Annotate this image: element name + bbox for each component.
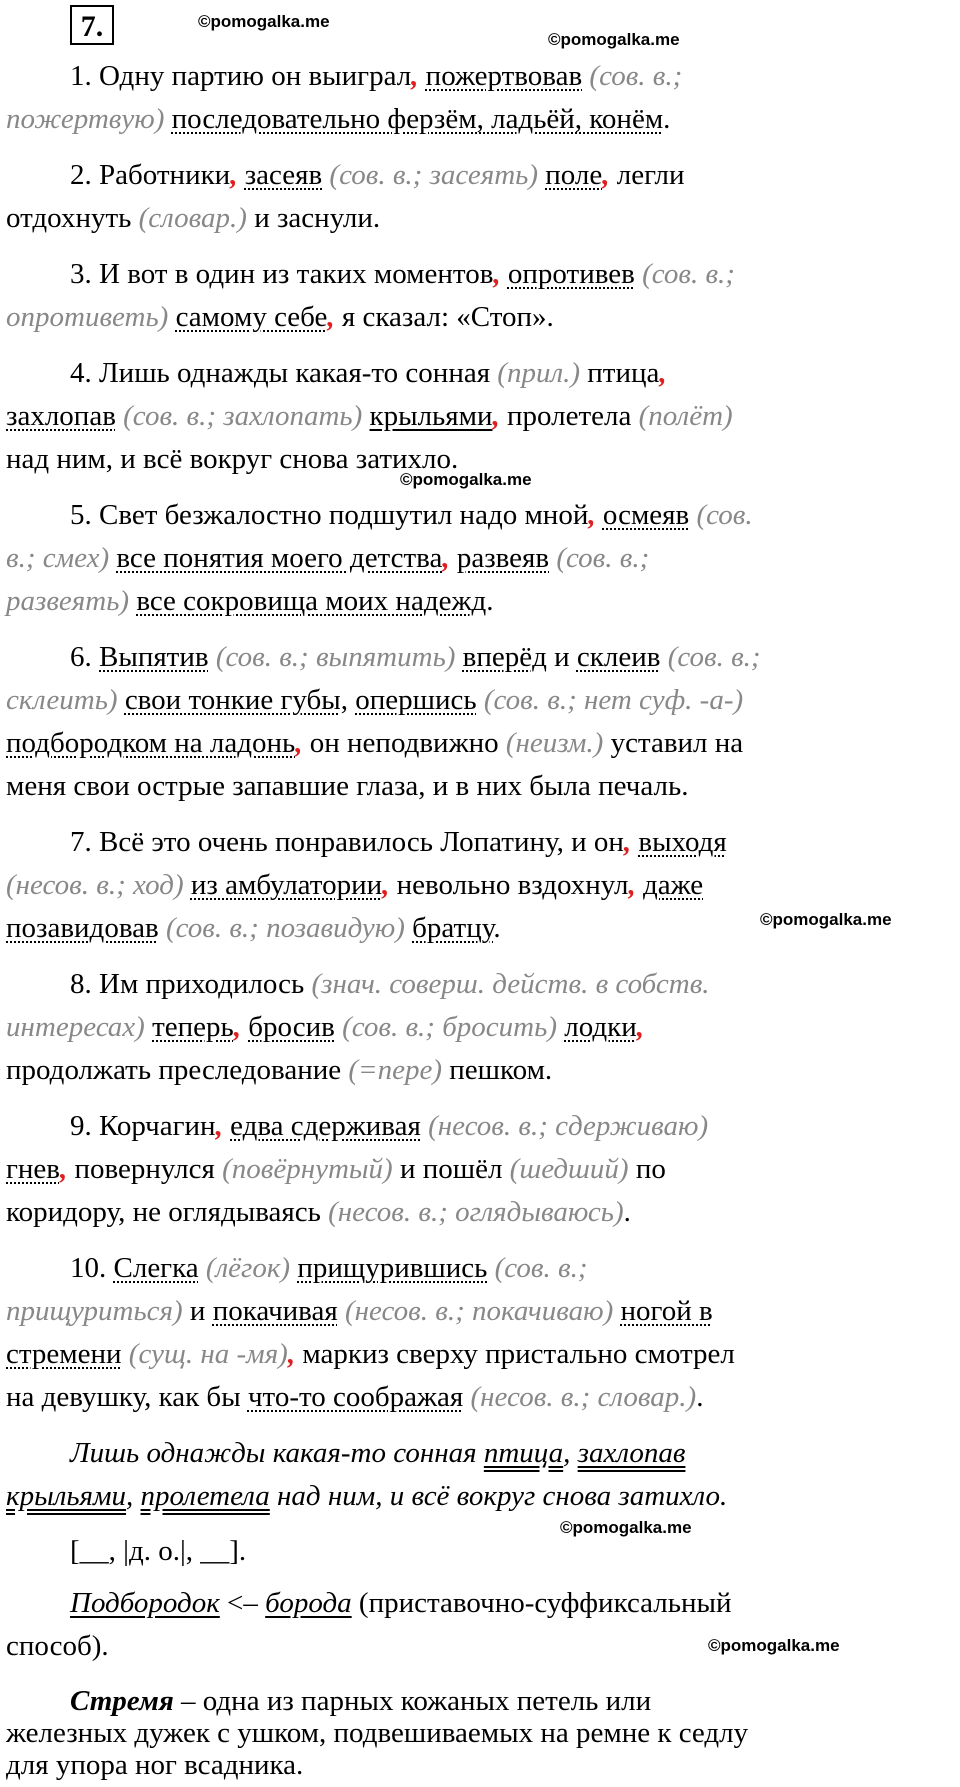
scheme: [__, |д. о.|, __]. (70, 1535, 247, 1567)
text: на девушку, как бы (6, 1381, 248, 1413)
text-line (6, 1333, 735, 1376)
space (168, 301, 175, 333)
text-line (6, 537, 649, 580)
note: (лёгок) (198, 1252, 298, 1284)
text: 2. Работники (70, 159, 231, 191)
text: – одна из парных кожаных петель или (173, 1685, 652, 1717)
note: (несов. в.; словар.) (463, 1381, 697, 1413)
text-line (70, 963, 710, 1006)
note: (сов. в.; (660, 641, 761, 673)
word: что-то соображая (247, 1381, 464, 1413)
word: поле (545, 159, 603, 191)
comma: , (493, 258, 508, 290)
word: братцу (412, 912, 494, 944)
text: 9. Корчагин (70, 1110, 216, 1142)
text: Лишь однажды какая-то сонная (70, 1437, 484, 1469)
comma: , (602, 159, 617, 191)
note: в.; смех) (6, 542, 110, 574)
text: и пошёл (399, 1153, 503, 1185)
comma: , (215, 1110, 231, 1142)
text: , (340, 684, 356, 716)
text-line (6, 296, 554, 339)
word: ногой в (620, 1295, 713, 1327)
space (118, 684, 125, 716)
note: (сов. в.; захлопать) (115, 400, 370, 432)
word: преследование (158, 1054, 342, 1086)
comma: , (636, 1011, 644, 1043)
text-line (6, 1191, 631, 1234)
word: все сокровища моих надежд (136, 585, 487, 617)
note: (шедший) (502, 1153, 636, 1185)
word: самому себе (175, 301, 328, 333)
note: (несов. в.; ход) (6, 869, 184, 901)
text: по (635, 1153, 666, 1185)
word: птица (587, 357, 660, 389)
text: и заснули. (246, 202, 381, 234)
text-line (6, 1006, 644, 1049)
text-line (6, 722, 743, 765)
word: вперёд (462, 641, 547, 673)
word: крыльями (369, 400, 493, 432)
comma: , (659, 357, 667, 389)
text: 7. Всё это очень понравилось Лопатину, и он (70, 826, 624, 858)
word: бросив (248, 1011, 335, 1043)
text: меня свои острые запавшие глаза, и в них была печаль. (6, 770, 689, 802)
word: захлопав (6, 400, 116, 432)
word: сонная (405, 357, 491, 389)
word: из амбулатории (190, 869, 383, 901)
note: (сов. в.; (582, 60, 683, 92)
text: 5. Свет (70, 499, 165, 531)
text: 8. Им (70, 968, 146, 1000)
text-line (70, 1247, 588, 1290)
comma: , (287, 1338, 303, 1370)
text-line (6, 395, 733, 438)
comma: , (623, 826, 639, 858)
text-line (6, 98, 670, 141)
note: (сов. в.; нет суф. -а-) (476, 684, 744, 716)
text-line (6, 679, 743, 722)
note: развеять) (6, 585, 130, 617)
word: последовательно ферзём, ладьёй, конём (171, 103, 664, 135)
watermark: ©pomogalka.me (760, 910, 892, 929)
comma: , (233, 1011, 249, 1043)
word: покачивая (212, 1295, 338, 1327)
comma: , (327, 301, 342, 333)
word: позавидовав (6, 912, 159, 944)
note: пожертвую) (6, 103, 165, 135)
text: . (696, 1381, 704, 1413)
comma: , (588, 499, 603, 531)
text: он неподвижно (309, 727, 499, 759)
note: (сов. в.; засеять) (322, 159, 546, 191)
text: коридору, не оглядываясь (6, 1196, 321, 1228)
text: подшутил надо мной (321, 499, 589, 531)
text: маркиз сверху пристально смотрел (302, 1338, 735, 1370)
comma: , (59, 1153, 75, 1185)
text: . (623, 1196, 631, 1228)
word: развеяв (456, 542, 550, 574)
word: Подбородок (70, 1587, 220, 1619)
text: , (563, 1437, 578, 1469)
note: (прил.) (490, 357, 588, 389)
word: прищурившись (297, 1252, 488, 1284)
text-line (6, 1049, 552, 1092)
watermark: ©pomogalka.me (198, 12, 330, 31)
word: безжалостно (164, 499, 322, 531)
text: (приставочно-суффиксальный (351, 1587, 732, 1619)
note: (=пере) (341, 1054, 450, 1086)
text: я сказал: «Стоп». (341, 301, 554, 333)
text: над ним, и всё вокруг снова затихло. (269, 1480, 728, 1512)
word: пожертвовав (425, 60, 583, 92)
text: 3. И вот в один из таких моментов (70, 258, 494, 290)
text: 6. (70, 641, 99, 673)
word: крыльями (6, 1480, 127, 1512)
text-line (70, 154, 685, 197)
word: выходя (638, 826, 727, 858)
term: Стремя (70, 1685, 174, 1717)
text: 1. Одну партию он выиграл (70, 60, 412, 92)
note: (неизм.) (498, 727, 611, 759)
text: и (182, 1295, 213, 1327)
text: . (486, 585, 494, 617)
note: (несов. в.; покачиваю) (337, 1295, 621, 1327)
text-line (70, 821, 727, 864)
word: Выпятив (99, 641, 209, 673)
note: (сов. в.; (549, 542, 650, 574)
text-line (6, 1148, 666, 1191)
note: (сов. (689, 499, 753, 531)
word: пролетела (140, 1480, 270, 1512)
text: уставил на (610, 727, 744, 759)
word: едва сдерживая (230, 1110, 421, 1142)
note: прищуриться) (6, 1295, 183, 1327)
text-line (70, 494, 753, 537)
text: железных дужек с ушком, подвешиваемых на ремне к седлу (6, 1717, 749, 1749)
text: . (493, 912, 501, 944)
watermark: ©pomogalka.me (708, 1636, 840, 1655)
text: отдохнуть (6, 202, 132, 234)
text: продолжать (6, 1054, 159, 1086)
note: (знач. соверш. действ. в собств. (304, 968, 710, 1000)
word: опершись (355, 684, 477, 716)
exercise-number: 7. (70, 5, 114, 45)
note: (сов. в.; (487, 1252, 588, 1284)
text-line (6, 1475, 727, 1518)
word: стремени (6, 1338, 122, 1370)
text: и (546, 641, 577, 673)
word: гнев (6, 1153, 60, 1185)
text: 4. Лишь однажды какая-то (70, 357, 406, 389)
word: лодки (564, 1011, 637, 1043)
word: засеяв (244, 159, 323, 191)
comma: , (295, 727, 310, 759)
comma: , (492, 400, 507, 432)
text-line (70, 1582, 732, 1625)
word: опротивев (507, 258, 635, 290)
text-line (70, 352, 667, 395)
note: (сущ. на -мя) (121, 1338, 288, 1370)
watermark: ©pomogalka.me (548, 30, 680, 49)
note: интересах) (6, 1011, 145, 1043)
text-line (70, 55, 682, 98)
note: (полёт) (631, 400, 733, 432)
note: (сов. в.; (634, 258, 735, 290)
word: подбородком на ладонь (6, 727, 296, 759)
comma: , (411, 60, 426, 92)
text-line (70, 1432, 685, 1475)
text: пешком. (449, 1054, 553, 1086)
text: для упора ног всадника. (6, 1749, 304, 1781)
text: невольно вздохнул (396, 869, 629, 901)
text: легли (616, 159, 685, 191)
word: свои тонкие губы (124, 684, 341, 716)
word: осмеяв (602, 499, 690, 531)
text: способ). (6, 1630, 109, 1662)
word: склеив (576, 641, 661, 673)
word: захлопав (577, 1437, 686, 1469)
note: (несов. в.; оглядываюсь) (320, 1196, 624, 1228)
comma: , (230, 159, 245, 191)
text-line (6, 907, 501, 950)
note: опротиветь) (6, 301, 169, 333)
scheme-line (70, 1530, 246, 1573)
text-line (70, 636, 761, 679)
note: (словар.) (131, 202, 247, 234)
word: приходилось (145, 968, 305, 1000)
text-line (6, 765, 688, 808)
note: (сов. в.; позавидую) (158, 912, 413, 944)
text-line (6, 1290, 713, 1333)
note: (повёрнутый) (214, 1153, 400, 1185)
text: , (126, 1480, 141, 1512)
space (184, 869, 191, 901)
word: все понятия моего детства (116, 542, 443, 574)
word: борода (265, 1587, 352, 1619)
text-line (6, 1625, 109, 1668)
text-line (70, 1105, 708, 1148)
text-line (6, 197, 380, 240)
text: над ним, и всё вокруг снова затихло. (6, 443, 459, 475)
watermark: ©pomogalka.me (400, 470, 532, 489)
note: склеить) (6, 684, 118, 716)
space (145, 1011, 152, 1043)
word: пролетела (507, 400, 632, 432)
watermark: ©pomogalka.me (560, 1518, 692, 1537)
note: (сов. в.; выпятить) (208, 641, 463, 673)
space (164, 103, 171, 135)
text: <– (219, 1587, 266, 1619)
note: (сов. в.; бросить) (334, 1011, 565, 1043)
text-line (6, 1744, 303, 1787)
word: даже (642, 869, 704, 901)
text-line (6, 864, 703, 907)
comma: , (442, 542, 457, 574)
note: (несов. в.; сдерживаю) (420, 1110, 709, 1142)
word: теперь (152, 1011, 234, 1043)
word: Слегка (113, 1252, 199, 1284)
text-line (6, 438, 458, 481)
comma: , (628, 869, 643, 901)
text-line (70, 253, 735, 296)
text-line (6, 1376, 703, 1419)
word: птица (483, 1437, 564, 1469)
text: 10. (70, 1252, 114, 1284)
text: повернулся (74, 1153, 215, 1185)
text: . (663, 103, 671, 135)
text-line (6, 580, 494, 623)
comma: , (382, 869, 397, 901)
